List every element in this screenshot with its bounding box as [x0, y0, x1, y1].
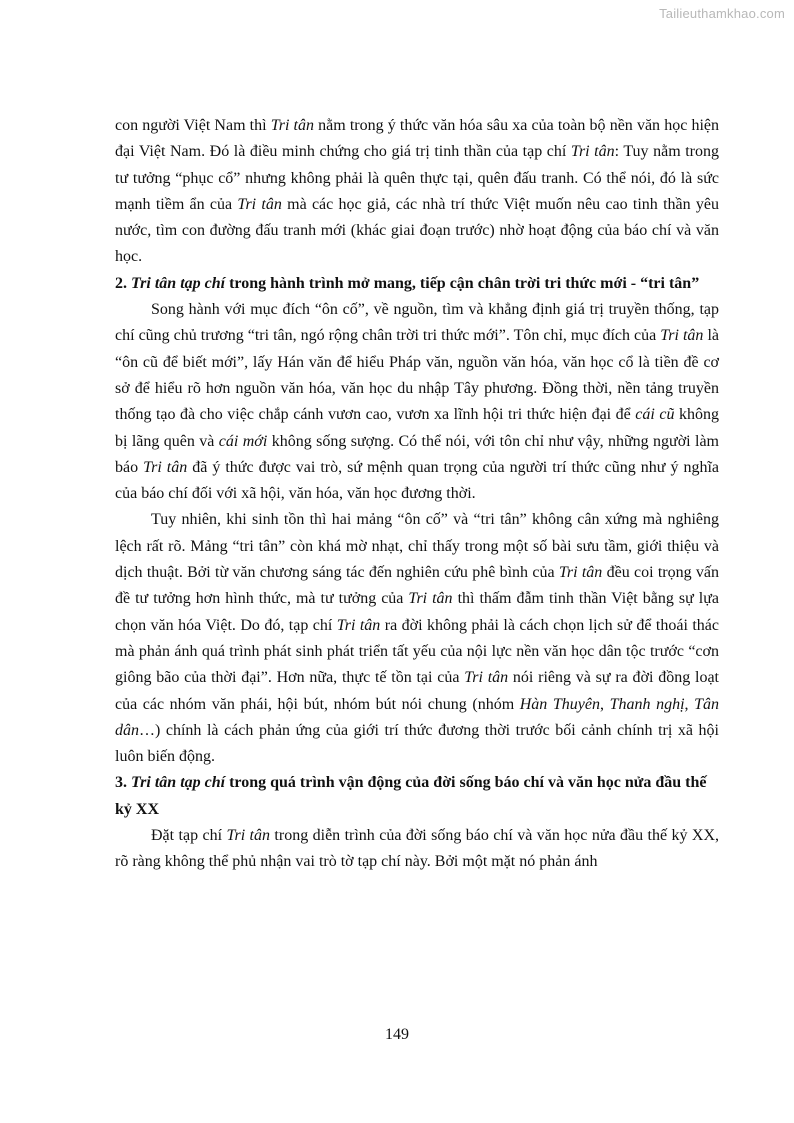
- paragraph-4: Đặt tạp chí Tri tân trong diễn trình của đời sống báo chí và văn học nửa đầu thế kỷ XX, rõ ràng không thể phủ nhận vai trò tờ tạp chí này. Bởi một mặt nó phản ánh: [115, 827, 720, 871]
- page-number: 149: [385, 1026, 409, 1043]
- paragraph-1: con người Việt Nam thì Tri tân nằm trong ý thức văn hóa sâu xa của toàn bộ nền văn học hiện đại Việt Nam. Đó là điều minh chứng cho giá trị tinh thần của tạp chí Tri tân: Tuy nằm trong tư tưởng “phục cổ” nhưng không phải là quên thực tại, quên đấu tranh. Có thể nói, đó là sức mạnh tiềm ẩn của Tri tân mà các học giả, các nhà trí thức Việt muốn nêu cao tinh thần yêu nước, tìm con đường đấu tranh mới (khác giai đoạn trước) nhờ hoạt động của báo chí và văn học.: [115, 117, 720, 266]
- section-heading-2: 2. Tri tân tạp chí trong hành trình mở mang, tiếp cận chân trời tri thức mới - “tri tân”: [115, 274, 700, 292]
- section-heading-3: 3. Tri tân tạp chí trong quá trình vận động của đời sống báo chí và văn học nửa đầu thế kỷ XX: [115, 774, 707, 818]
- paragraph-3: Tuy nhiên, khi sinh tồn thì hai mảng “ôn cố” và “tri tân” không cân xứng mà nghiêng lệch rất rõ. Mảng “tri tân” còn khá mờ nhạt, chỉ thấy trong một số bài sưu tầm, giới thiệu và dịch thuật. Bởi từ văn chương sáng tác đến nghiên cứu phê bình của Tri tân đều coi trọng vấn đề tư tưởng hơn hình thức, mà tư tưởng của Tri tân thì thấm đẫm tinh thần Việt bằng sự lựa chọn văn hóa Việt. Do đó, tạp chí Tri tân ra đời không phải là cách chọn lịch sử để thoái thác mà phản ánh quá trình phát sinh phát triển tất yếu của nội lực nền văn học dân tộc trước “cơn giông bão của thời đại”. Hơn nữa, thực tế tồn tại của Tri tân nói riêng và sự ra đời đồng loạt của các nhóm văn phái, hội bút, nhóm bút nói chung (nhóm Hàn Thuyên, Thanh nghị, Tân dân…) chính là cách phản ứng của giới trí thức đương thời trước bối cảnh chính trị xã hội luôn biến động.: [115, 511, 720, 766]
- watermark: Tailieuthamkhao.com: [659, 6, 785, 21]
- paragraph-2: Song hành với mục đích “ôn cố”, về nguồn, tìm và khẳng định giá trị truyền thống, tạp chí cũng chủ trương “tri tân, ngó rộng chân trời tri thức mới”. Tôn chỉ, mục đích của Tri tân là “ôn cũ để biết mới”, lấy Hán văn để hiểu Pháp văn, nguồn văn hóa, văn học cổ là tiền đề cơ sở để hiểu rõ hơn nguồn văn hóa, văn học du nhập Tây phương. Đồng thời, nền tảng truyền thống tạo đà cho việc chắp cánh vươn cao, vươn xa lĩnh hội tri thức hiện đại để cái cũ không bị lãng quên và cái mới không sống sượng. Có thể nói, với tôn chỉ như vậy, những người làm báo Tri tân đã ý thức được vai trò, sứ mệnh quan trọng của người trí thức cũng như ý nghĩa của báo chí đối với xã hội, văn hóa, văn học đương thời.: [115, 301, 720, 503]
- document-body: [115, 113, 719, 876]
